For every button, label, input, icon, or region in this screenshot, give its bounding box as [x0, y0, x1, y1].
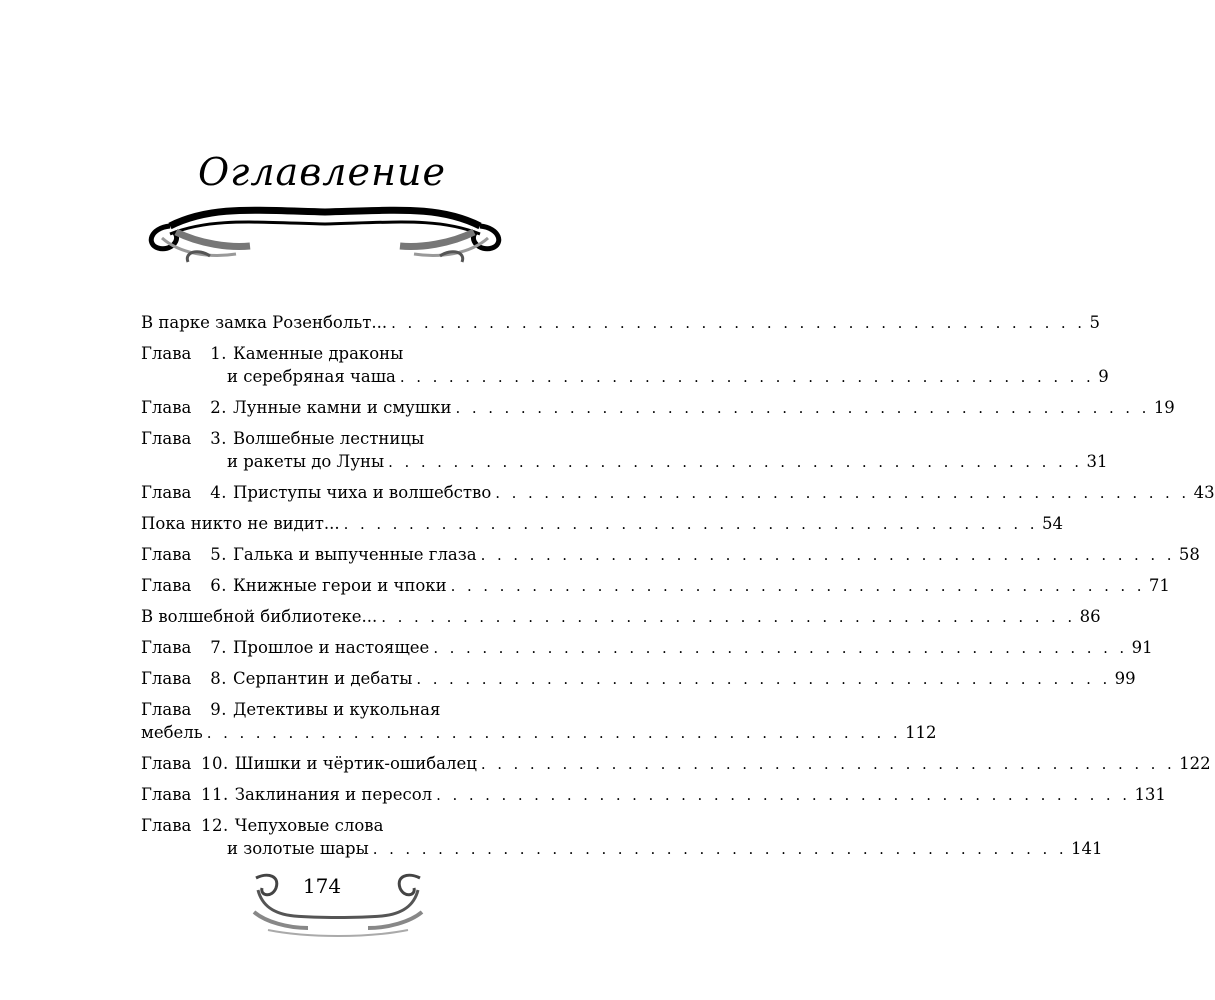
toc-page-number: 91: [1131, 638, 1153, 657]
toc-entry: [141, 512, 1063, 535]
toc-page-number: 31: [1086, 452, 1108, 471]
toc-page-number: 86: [1079, 607, 1101, 626]
toc-entry-title: Приступы чиха и волшебство: [233, 483, 492, 502]
chapter-prefix: Глава: [141, 576, 192, 595]
toc-entry-title: Книжные герои и чпоки: [233, 576, 447, 595]
toc-page-number: 9: [1098, 367, 1109, 386]
leader-dots: . . . . . . . . . . . . . . . . . . . . . . . . . . . . . . . . . . . . . . . . . . .: [433, 639, 1128, 657]
toc-page-number: 54: [1041, 514, 1063, 533]
toc-entry-title: Волшебные лестницы: [233, 429, 425, 448]
chapter-prefix: Глава: [141, 816, 192, 835]
toc-entry: [141, 543, 1200, 566]
toc-page-number: 141: [1071, 839, 1103, 858]
toc-page-number: 112: [905, 723, 937, 742]
toc-entry: [141, 698, 553, 721]
toc-page-number: 71: [1148, 576, 1170, 595]
toc-entry: [141, 667, 1136, 690]
leader-dots: . . . . . . . . . . . . . . . . . . . . . . . . . . . . . . . . . . . . . . . . . . .: [436, 786, 1131, 804]
leader-dots: . . . . . . . . . . . . . . . . . . . . . . . . . . . . . . . . . . . . . . . . . . .: [495, 484, 1190, 502]
toc-entry-title: Серпантин и дебаты: [233, 669, 413, 688]
leader-dots: . . . . . . . . . . . . . . . . . . . . . . . . . . . . . . . . . . . . . . . . . . .: [480, 546, 1175, 564]
toc-entry: [141, 636, 1153, 659]
toc-entry-title-continued: и серебряная чаша: [227, 367, 396, 386]
chapter-prefix: Глава: [141, 785, 192, 804]
toc-entry: [141, 311, 1100, 334]
toc-entry: [141, 481, 1215, 504]
chapter-prefix: Глава: [141, 700, 192, 719]
chapter-number: 5.: [210, 545, 227, 564]
toc-page-number: 131: [1134, 785, 1166, 804]
leader-dots: . . . . . . . . . . . . . . . . . . . . . . . . . . . . . . . . . . . . . . . . . . .: [399, 368, 1095, 386]
toc-entry-title: Галька и выпученные глаза: [233, 545, 477, 564]
toc-entry-title-continued: мебель: [141, 723, 203, 742]
toc-entry: [141, 450, 1108, 473]
toc-entry: [141, 396, 1175, 419]
chapter-number: 7.: [210, 638, 227, 657]
chapter-prefix: Глава: [141, 545, 192, 564]
toc-entry-title: Шишки и чёртик-ошибалец: [234, 754, 477, 773]
toc-page-number: 99: [1114, 669, 1136, 688]
chapter-number: 12.: [201, 816, 229, 835]
chapter-prefix: Глава: [141, 754, 192, 773]
chapter-prefix: Глава: [141, 669, 192, 688]
toc-entry-title: В парке замка Розенбольт...: [141, 313, 388, 332]
leader-dots: . . . . . . . . . . . . . . . . . . . . . . . . . . . . . . . . . . . . . . . . . . .: [450, 577, 1145, 595]
chapter-number: 9.: [210, 700, 227, 719]
toc-page-number: 5: [1089, 313, 1100, 332]
page-title: Оглавление: [197, 150, 446, 194]
chapter-prefix: Глава: [141, 483, 192, 502]
toc-page-number: 122: [1179, 754, 1211, 773]
leader-dots: . . . . . . . . . . . . . . . . . . . . . . . . . . . . . . . . . . . . . . . . . . .: [455, 399, 1150, 417]
scroll-ornament-icon: [140, 188, 510, 266]
toc-entry: [141, 427, 553, 450]
toc-entry: [141, 783, 1166, 806]
toc-entry-title: Лунные камни и смушки: [233, 398, 452, 417]
toc-page-number: 43: [1193, 483, 1215, 502]
chapter-number: 1.: [210, 344, 227, 363]
chapter-number: 3.: [210, 429, 227, 448]
leader-dots: . . . . . . . . . . . . . . . . . . . . . . . . . . . . . . . . . . . . . . . . . . .: [381, 608, 1076, 626]
chapter-prefix: Глава: [141, 344, 192, 363]
toc-entry-title: Заклинания и пересол: [234, 785, 433, 804]
chapter-number: 8.: [210, 669, 227, 688]
chapter-number: 6.: [210, 576, 227, 595]
toc-entry: [141, 605, 1101, 628]
table-of-contents: [141, 311, 1215, 868]
toc-entry: [141, 365, 1109, 388]
leader-dots: . . . . . . . . . . . . . . . . . . . . . . . . . . . . . . . . . . . . . . . . . . .: [480, 755, 1176, 773]
toc-entry: [141, 574, 1170, 597]
chapter-number: 2.: [210, 398, 227, 417]
chapter-number: 11.: [201, 785, 229, 804]
toc-entry-title: Пока никто не видит...: [141, 514, 340, 533]
toc-entry: [141, 342, 553, 365]
leader-dots: . . . . . . . . . . . . . . . . . . . . . . . . . . . . . . . . . . . . . . . . . . .: [391, 314, 1086, 332]
toc-entry-title: Каменные драконы: [233, 344, 404, 363]
toc-entry: [141, 721, 937, 744]
chapter-prefix: Глава: [141, 429, 192, 448]
chapter-number: 10.: [201, 754, 229, 773]
toc-entry-title-continued: и золотые шары: [227, 839, 369, 858]
toc-page-number: 58: [1178, 545, 1200, 564]
toc-entry-title: Прошлое и настоящее: [233, 638, 430, 657]
leader-dots: . . . . . . . . . . . . . . . . . . . . . . . . . . . . . . . . . . . . . . . . . . .: [372, 840, 1068, 858]
toc-entry: [141, 837, 1103, 860]
chapter-prefix: Глава: [141, 398, 192, 417]
chapter-number: 4.: [210, 483, 227, 502]
leader-dots: . . . . . . . . . . . . . . . . . . . . . . . . . . . . . . . . . . . . . . . . . . .: [388, 453, 1083, 471]
toc-entry-title-continued: и ракеты до Луны: [227, 452, 385, 471]
toc-entry: [141, 752, 1211, 775]
toc-entry-title: Чепуховые слова: [234, 816, 384, 835]
toc-entry: [141, 814, 553, 837]
leader-dots: . . . . . . . . . . . . . . . . . . . . . . . . . . . . . . . . . . . . . . . . . . .: [416, 670, 1111, 688]
leader-dots: . . . . . . . . . . . . . . . . . . . . . . . . . . . . . . . . . . . . . . . . . . .: [343, 515, 1038, 533]
page-number: 174: [302, 874, 342, 898]
toc-page-number: 19: [1153, 398, 1175, 417]
leader-dots: . . . . . . . . . . . . . . . . . . . . . . . . . . . . . . . . . . . . . . . . . . .: [206, 724, 902, 742]
toc-entry-title: Детективы и кукольная: [233, 700, 441, 719]
toc-entry-title: В волшебной библиотеке...: [141, 607, 378, 626]
chapter-prefix: Глава: [141, 638, 192, 657]
